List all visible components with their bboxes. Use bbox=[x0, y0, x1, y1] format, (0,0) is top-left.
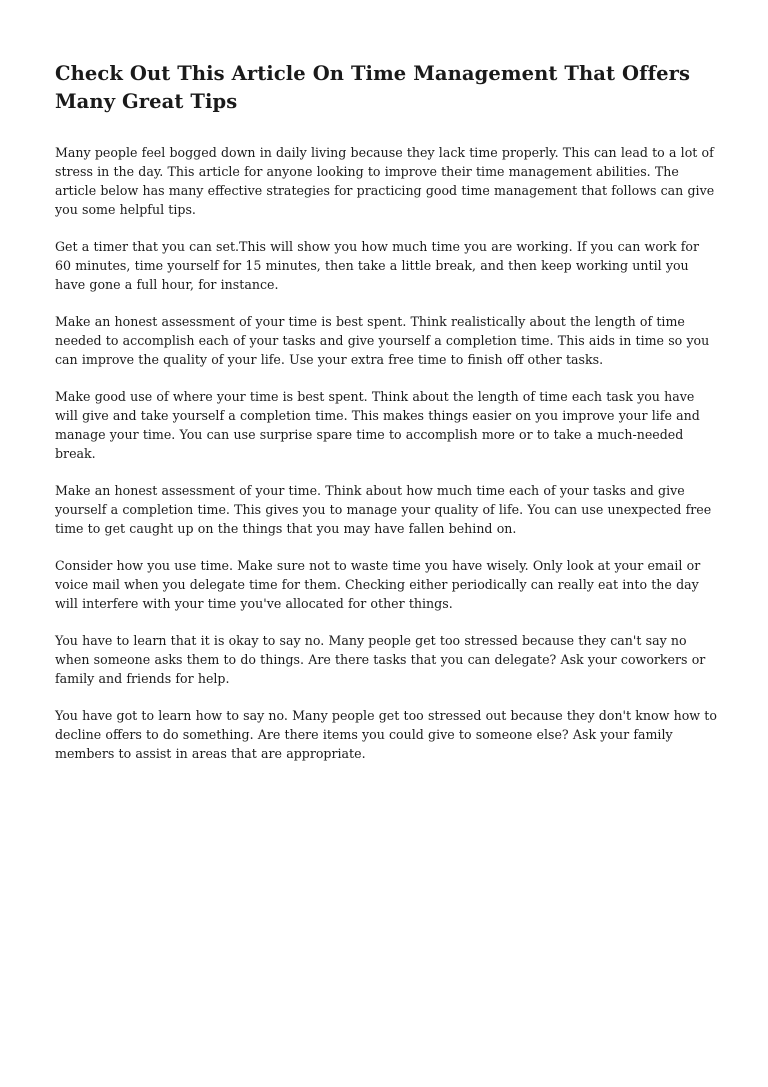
paragraph-intro: Many people feel bogged down in daily living because they lack time properly. This can lead to a lot of stress in the day. This article for anyone looking to improve their time management abilities. The article below has many effective strategies for practicing good time management that follows can give you some helpful tips. bbox=[55, 145, 715, 217]
paragraph-good-use: Make good use of where your time is best spent. Think about the length of time each task you have will give and take yourself a completion time. This makes things easier on you improve your life and manage your time. You can use surprise spare time to accomplish more or to take a much-needed break. bbox=[55, 389, 700, 461]
paragraph-timer: Get a timer that you can set.This will show you how much time you are working. If you can work for 60 minutes, time yourself for 15 minutes, then take a little break, and then keep working until you have gone a full hour, for instance. bbox=[55, 239, 700, 292]
paragraph-honest-assessment: Make an honest assessment of your time. Think about how much time each of your tasks and give yourself a completion time. This gives you to manage your quality of life. You can use unexpected free time to get caught up on the things that you may have fallen behind on. bbox=[55, 483, 712, 536]
article-title: Check Out This Article On Time Management That Offers Many Great Tips bbox=[55, 62, 691, 113]
document-page bbox=[55, 60, 717, 781]
paragraph-consider-time: Consider how you use time. Make sure not to waste time you have wisely. Only look at your email or voice mail when you delegate time for them. Checking either periodically can really eat into the day will interfere with your time you've allocated for other things. bbox=[55, 558, 701, 611]
paragraph-say-no: You have to learn that it is okay to say no. Many people get too stressed because they can't say no when someone asks them to do things. Are there tasks that you can delegate? Ask your coworkers or family and friends for help. bbox=[55, 633, 706, 686]
paragraph-assessment: Make an honest assessment of your time is best spent. Think realistically about the length of time needed to accomplish each of your tasks and give yourself a completion time. This aids in time so you can improve the quality of your life. Use your extra free time to finish off other tasks. bbox=[55, 314, 710, 367]
paragraph-learn-say-no: You have got to learn how to say no. Many people get too stressed out because they don't know how to decline offers to do something. Are there items you could give to someone else? Ask your family members to assist in areas that are appropriate. bbox=[55, 708, 717, 761]
